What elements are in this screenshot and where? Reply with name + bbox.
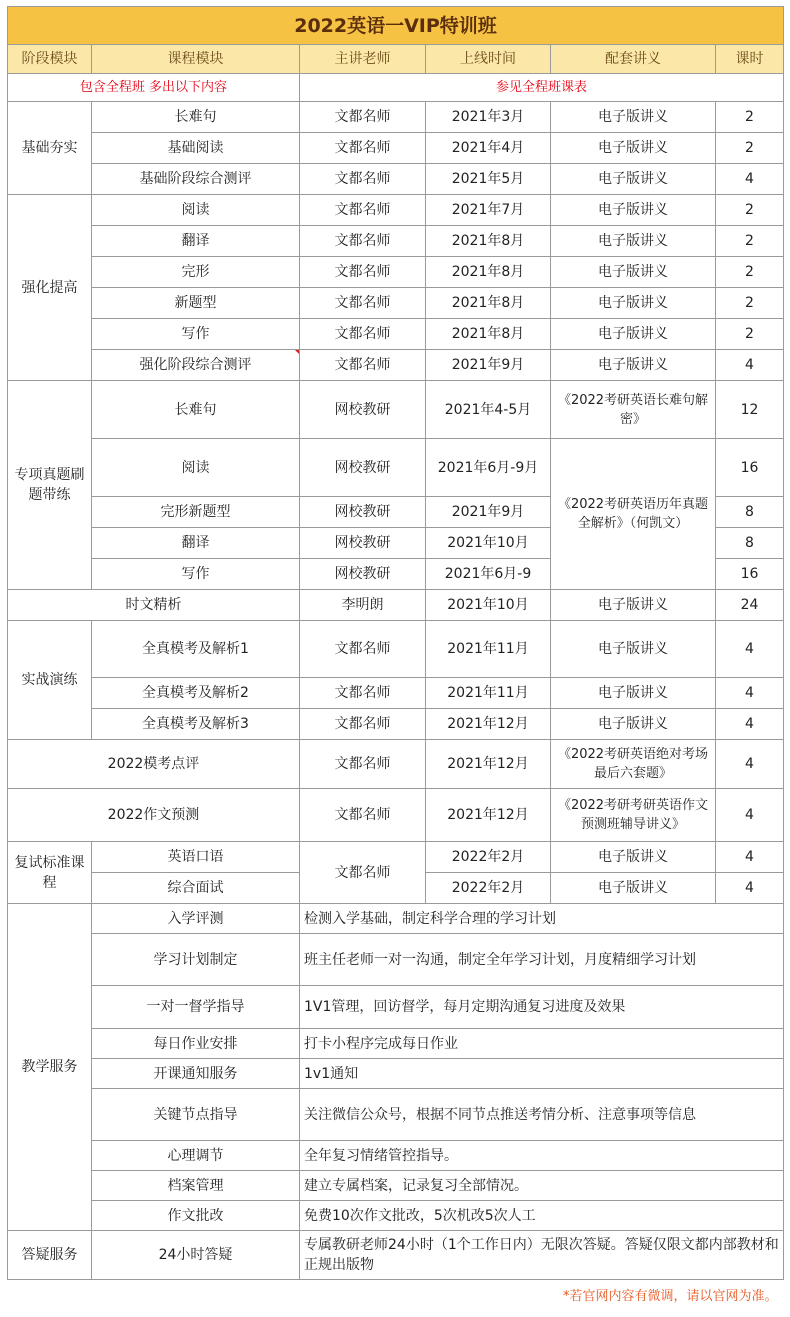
teacher-cell: 网校教研 (300, 528, 426, 559)
material-cell: 电子版讲义 (551, 590, 716, 621)
course-cell: 阅读 (92, 439, 300, 497)
table-title: 2022英语一VIP特训班 (8, 7, 784, 45)
material-cell: 电子版讲义 (551, 621, 716, 678)
time-cell: 2021年4月 (426, 133, 551, 164)
material-cell: 《2022考研考研英语作文预测班辅导讲义》 (551, 789, 716, 842)
material-cell: 《2022考研英语历年真题全解析》（何凯文） (551, 439, 716, 590)
table-row (8, 226, 784, 257)
table-row (8, 842, 784, 873)
time-cell: 2021年9月 (426, 497, 551, 528)
material-cell: 电子版讲义 (551, 195, 716, 226)
time-cell: 2021年11月 (426, 621, 551, 678)
hours-cell: 2 (716, 257, 784, 288)
header-hours: 课时 (716, 45, 784, 74)
course-cell: 完形新题型 (92, 497, 300, 528)
service-name: 关键节点指导 (92, 1089, 300, 1141)
material-cell: 电子版讲义 (551, 709, 716, 740)
service-desc: 1V1管理，回访督学，每月定期沟通复习进度及效果 (300, 986, 784, 1029)
hours-cell: 16 (716, 559, 784, 590)
teacher-cell: 文都名师 (300, 621, 426, 678)
header-time: 上线时间 (426, 45, 551, 74)
time-cell: 2021年8月 (426, 319, 551, 350)
stage-cell: 答疑服务 (8, 1231, 92, 1280)
time-cell: 2022年2月 (426, 873, 551, 904)
service-desc: 打卡小程序完成每日作业 (300, 1029, 784, 1059)
service-row (8, 1029, 784, 1059)
course-cell: 翻译 (92, 528, 300, 559)
service-name: 心理调节 (92, 1141, 300, 1171)
hours-cell: 4 (716, 709, 784, 740)
material-cell: 《2022考研英语长难句解密》 (551, 381, 716, 439)
teacher-cell: 网校教研 (300, 497, 426, 528)
table-row (8, 319, 784, 350)
course-cell: 2022模考点评 (8, 740, 300, 789)
time-cell: 2021年8月 (426, 288, 551, 319)
hours-cell: 2 (716, 319, 784, 350)
teacher-cell: 文都名师 (300, 319, 426, 350)
course-cell: 时文精析 (8, 590, 300, 621)
header-stage: 阶段模块 (8, 45, 92, 74)
service-name: 一对一督学指导 (92, 986, 300, 1029)
teacher-cell: 文都名师 (300, 709, 426, 740)
teacher-cell: 网校教研 (300, 439, 426, 497)
teacher-cell: 文都名师 (300, 842, 426, 904)
service-desc: 检测入学基础，制定科学合理的学习计划 (300, 904, 784, 934)
service-row (8, 934, 784, 986)
header-course: 课程模块 (92, 45, 300, 74)
teacher-cell: 网校教研 (300, 381, 426, 439)
table-row (8, 621, 784, 678)
service-desc: 关注微信公众号，根据不同节点推送考情分析、注意事项等信息 (300, 1089, 784, 1141)
course-cell: 新题型 (92, 288, 300, 319)
time-cell: 2021年10月 (426, 590, 551, 621)
table-row (8, 288, 784, 319)
material-cell: 电子版讲义 (551, 226, 716, 257)
service-row (8, 1089, 784, 1141)
teacher-cell: 李明朗 (300, 590, 426, 621)
service-row (8, 1201, 784, 1231)
material-cell: 《2022考研英语绝对考场最后六套题》 (551, 740, 716, 789)
service-name: 开课通知服务 (92, 1059, 300, 1089)
course-cell: 写作 (92, 319, 300, 350)
course-cell: 全真模考及解析2 (92, 678, 300, 709)
service-name: 档案管理 (92, 1171, 300, 1201)
material-cell: 电子版讲义 (551, 678, 716, 709)
table-row (8, 740, 784, 789)
service-name: 作文批改 (92, 1201, 300, 1231)
service-desc: 1v1通知 (300, 1059, 784, 1089)
course-cell: 全真模考及解析3 (92, 709, 300, 740)
course-cell: 翻译 (92, 226, 300, 257)
material-cell: 电子版讲义 (551, 133, 716, 164)
hours-cell: 2 (716, 226, 784, 257)
course-cell: 写作 (92, 559, 300, 590)
table-row (8, 350, 784, 381)
stage-cell: 基础夯实 (8, 102, 92, 195)
table-row (8, 709, 784, 740)
stage-cell: 教学服务 (8, 904, 92, 1231)
table-row (8, 590, 784, 621)
table-row (8, 195, 784, 226)
hours-cell: 4 (716, 789, 784, 842)
header-row (8, 45, 784, 74)
time-cell: 2021年11月 (426, 678, 551, 709)
service-row (8, 904, 784, 934)
table-row (8, 381, 784, 439)
course-cell: 阅读 (92, 195, 300, 226)
material-cell: 电子版讲义 (551, 873, 716, 904)
course-cell: 综合面试 (92, 873, 300, 904)
time-cell: 2021年6月-9月 (426, 439, 551, 497)
hours-cell: 12 (716, 381, 784, 439)
teacher-cell: 文都名师 (300, 678, 426, 709)
material-cell: 电子版讲义 (551, 102, 716, 133)
material-cell: 电子版讲义 (551, 319, 716, 350)
time-cell: 2022年2月 (426, 842, 551, 873)
material-cell: 电子版讲义 (551, 350, 716, 381)
course-cell: 强化阶段综合测评 (92, 350, 300, 381)
course-cell: 基础阶段综合测评 (92, 164, 300, 195)
service-desc: 免费10次作文批改，5次机改5次人工 (300, 1201, 784, 1231)
service-name: 学习计划制定 (92, 934, 300, 986)
service-row (8, 1059, 784, 1089)
teacher-cell: 网校教研 (300, 559, 426, 590)
hours-cell: 16 (716, 439, 784, 497)
course-cell: 长难句 (92, 381, 300, 439)
service-desc: 班主任老师一对一沟通，制定全年学习计划，月度精细学习计划 (300, 934, 784, 986)
time-cell: 2021年5月 (426, 164, 551, 195)
hours-cell: 24 (716, 590, 784, 621)
note-left: 包含全程班 多出以下内容 (8, 74, 300, 102)
service-desc: 专属教研老师24小时（1个工作日内）无限次答疑。答疑仅限文都内部教材和正规出版物 (300, 1231, 784, 1280)
service-row (8, 1141, 784, 1171)
time-cell: 2021年12月 (426, 740, 551, 789)
table-row (8, 678, 784, 709)
teacher-cell: 文都名师 (300, 195, 426, 226)
teacher-cell: 文都名师 (300, 164, 426, 195)
material-cell: 电子版讲义 (551, 842, 716, 873)
time-cell: 2021年12月 (426, 789, 551, 842)
stage-cell: 实战演练 (8, 621, 92, 740)
time-cell: 2021年6月-9 (426, 559, 551, 590)
hours-cell: 4 (716, 621, 784, 678)
teacher-cell: 文都名师 (300, 102, 426, 133)
hours-cell: 2 (716, 102, 784, 133)
table-row (8, 439, 784, 497)
time-cell: 2021年3月 (426, 102, 551, 133)
stage-cell: 复试标准课程 (8, 842, 92, 904)
teacher-cell: 文都名师 (300, 133, 426, 164)
hours-cell: 8 (716, 497, 784, 528)
hours-cell: 2 (716, 195, 784, 226)
course-cell: 英语口语 (92, 842, 300, 873)
hours-cell: 4 (716, 164, 784, 195)
service-row (8, 1171, 784, 1201)
material-cell: 电子版讲义 (551, 257, 716, 288)
time-cell: 2021年8月 (426, 257, 551, 288)
header-teacher: 主讲老师 (300, 45, 426, 74)
table-row (8, 133, 784, 164)
course-table (7, 6, 784, 1313)
service-name: 入学评测 (92, 904, 300, 934)
table-row (8, 164, 784, 195)
hours-cell: 4 (716, 678, 784, 709)
stage-cell: 专项真题刷题带练 (8, 381, 92, 590)
teacher-cell: 文都名师 (300, 740, 426, 789)
note-row (8, 74, 784, 102)
table-row (8, 257, 784, 288)
time-cell: 2021年10月 (426, 528, 551, 559)
hours-cell: 2 (716, 133, 784, 164)
teacher-cell: 文都名师 (300, 226, 426, 257)
service-desc: 建立专属档案，记录复习全部情况。 (300, 1171, 784, 1201)
service-row (8, 986, 784, 1029)
time-cell: 2021年7月 (426, 195, 551, 226)
header-material: 配套讲义 (551, 45, 716, 74)
time-cell: 2021年12月 (426, 709, 551, 740)
teacher-cell: 文都名师 (300, 350, 426, 381)
material-cell: 电子版讲义 (551, 288, 716, 319)
time-cell: 2021年4-5月 (426, 381, 551, 439)
time-cell: 2021年9月 (426, 350, 551, 381)
teacher-cell: 文都名师 (300, 257, 426, 288)
service-name: 每日作业安排 (92, 1029, 300, 1059)
hours-cell: 4 (716, 873, 784, 904)
hours-cell: 8 (716, 528, 784, 559)
course-cell: 基础阅读 (92, 133, 300, 164)
service-name: 24小时答疑 (92, 1231, 300, 1280)
course-cell: 完形 (92, 257, 300, 288)
course-cell: 2022作文预测 (8, 789, 300, 842)
qa-row (8, 1231, 784, 1280)
material-cell: 电子版讲义 (551, 164, 716, 195)
course-cell: 全真模考及解析1 (92, 621, 300, 678)
note-right: 参见全程班课表 (300, 74, 784, 102)
footer-note: *若官网内容有微调，请以官网为准。 (563, 1288, 778, 1304)
stage-cell: 强化提高 (8, 195, 92, 381)
table-row (8, 102, 784, 133)
teacher-cell: 文都名师 (300, 288, 426, 319)
teacher-cell: 文都名师 (300, 789, 426, 842)
hours-cell: 2 (716, 288, 784, 319)
service-desc: 全年复习情绪管控指导。 (300, 1141, 784, 1171)
course-cell: 长难句 (92, 102, 300, 133)
hours-cell: 4 (716, 350, 784, 381)
hours-cell: 4 (716, 740, 784, 789)
time-cell: 2021年8月 (426, 226, 551, 257)
table-row (8, 789, 784, 842)
course-schedule-container (7, 6, 783, 1313)
hours-cell: 4 (716, 842, 784, 873)
